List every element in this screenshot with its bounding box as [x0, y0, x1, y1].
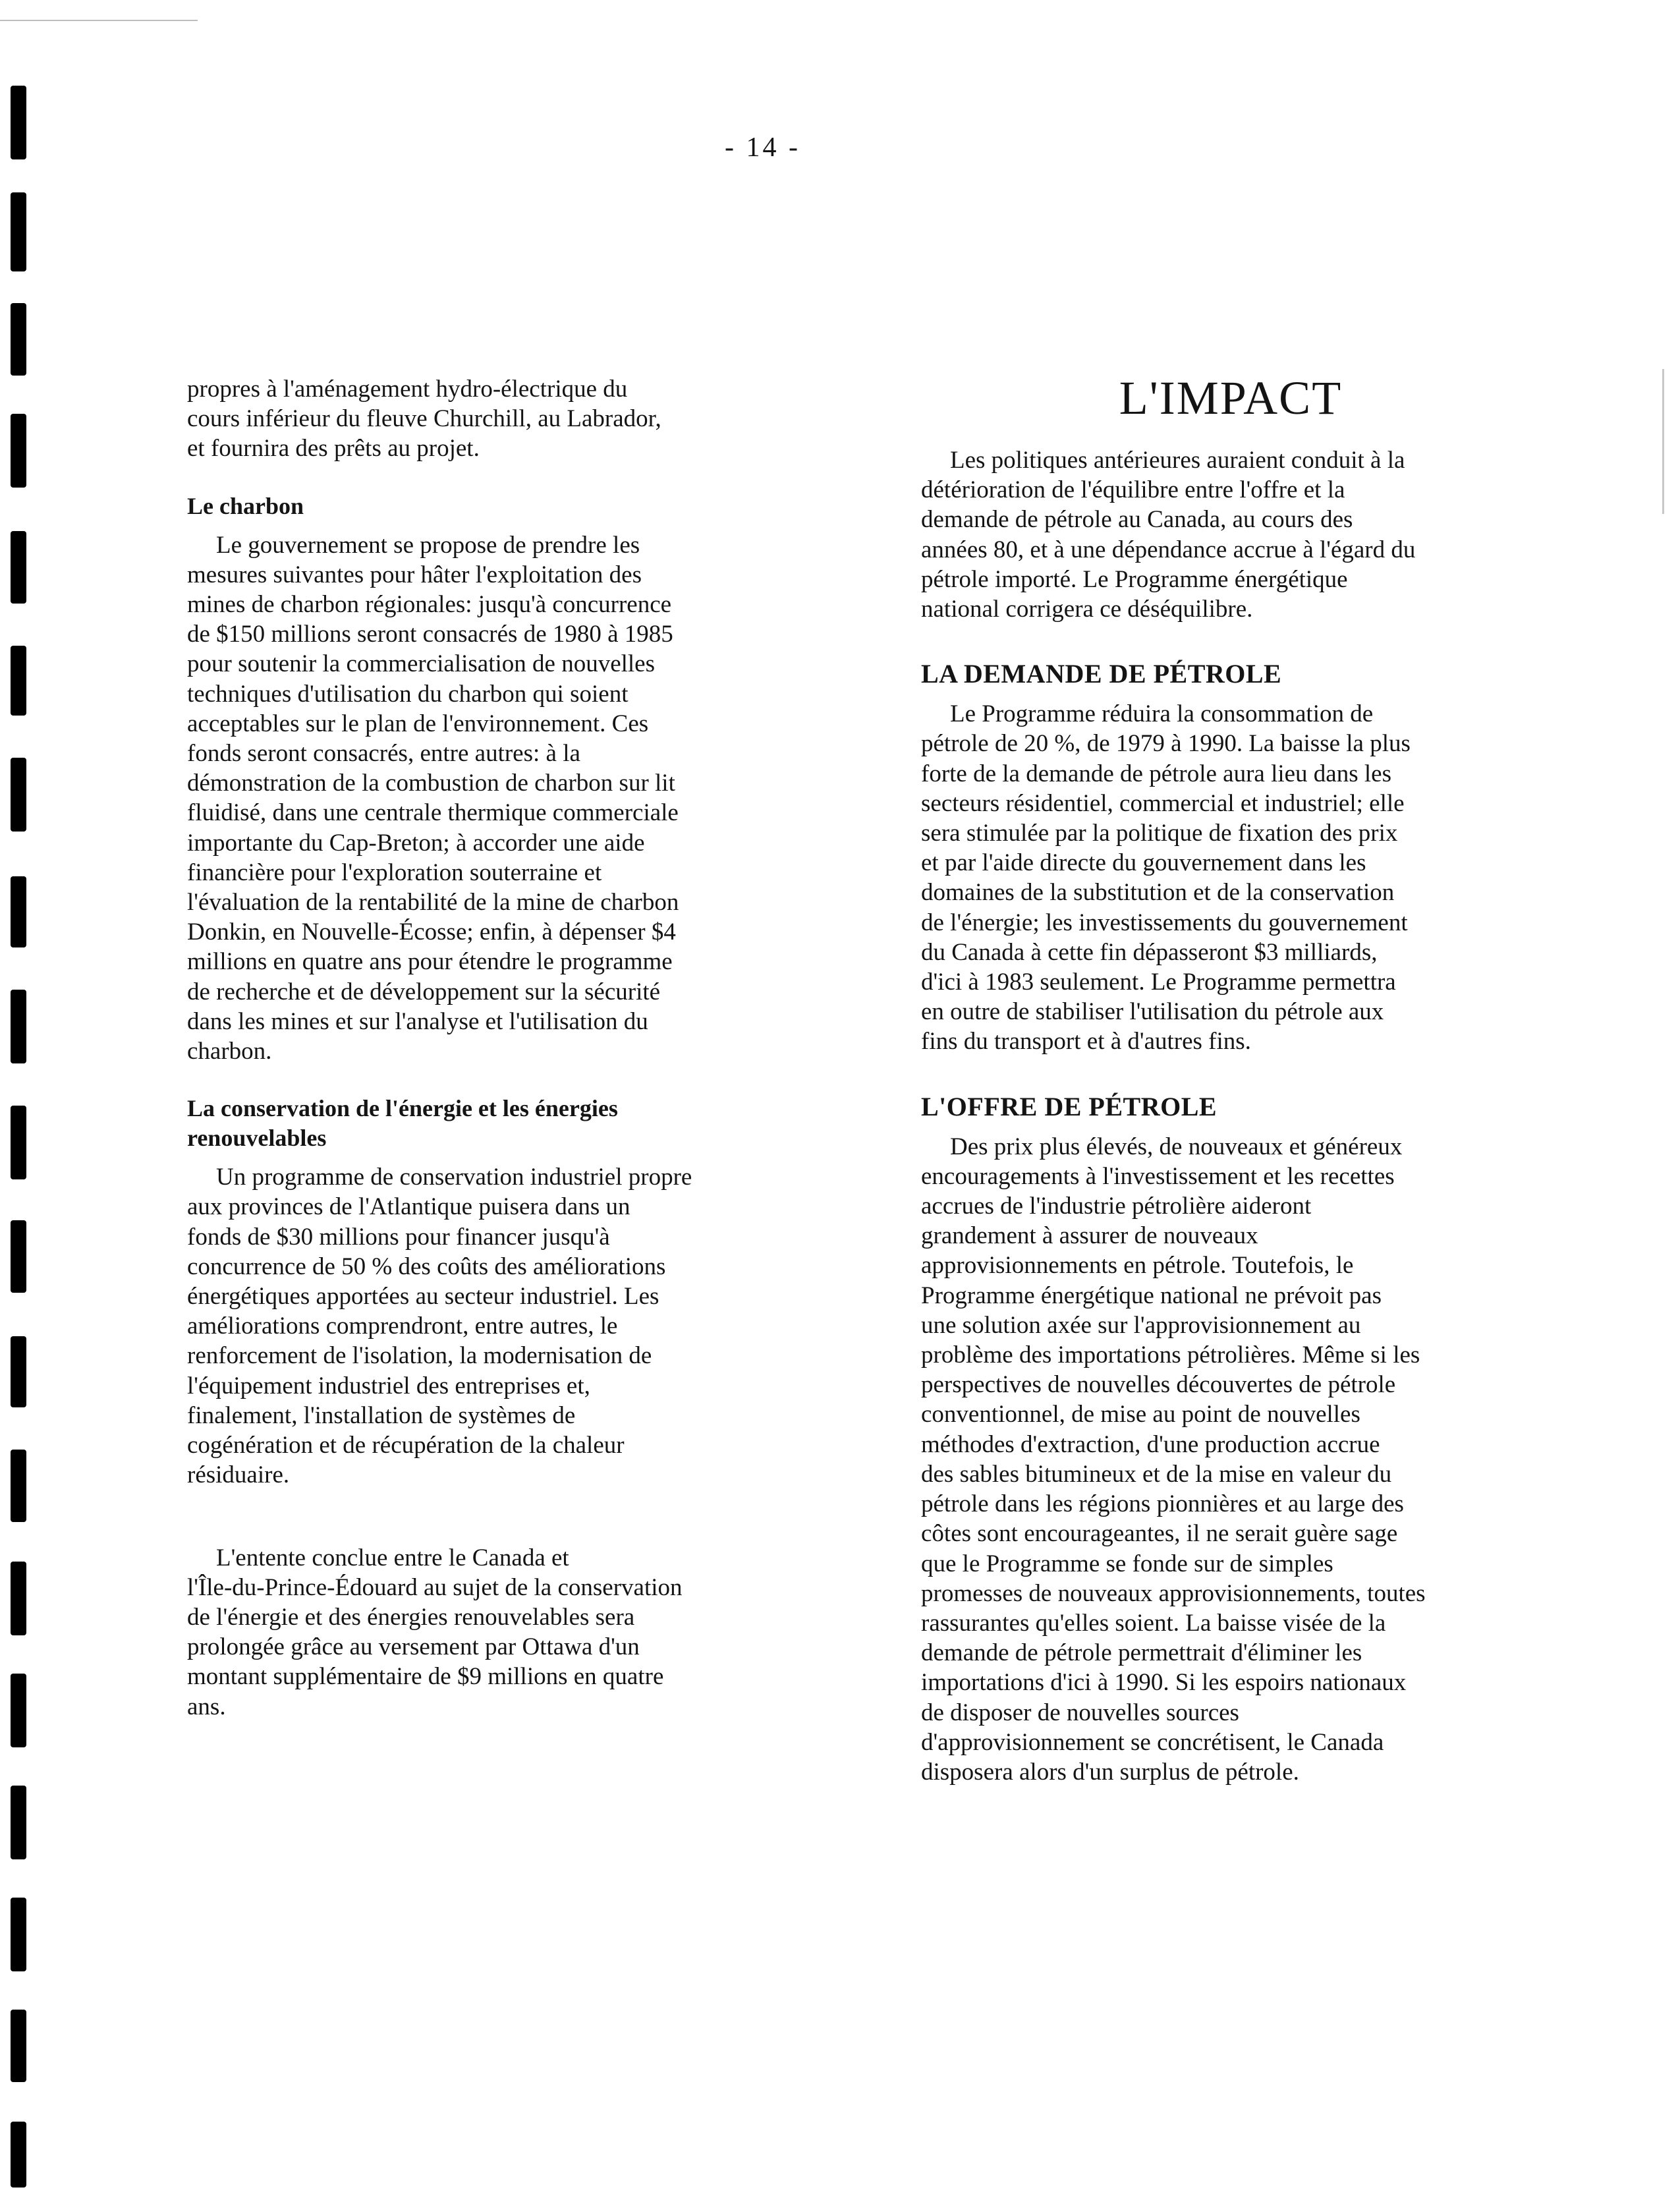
binding-mark: [11, 414, 26, 488]
binding-mark: [11, 2122, 26, 2188]
conservation-paragraph-2: L'entente conclue entre le Canada et l'Île-du-Prince-Édouard au sujet de la conservation de l'énergie et des énergies renouvelables sera prolongée grâce au versement par Ottawa d'un montant supplémentaire de $9 millions en quatre ans.: [187, 1544, 683, 1720]
binding-mark: [11, 1450, 26, 1522]
binding-mark: [11, 1336, 26, 1407]
binding-mark: [11, 1562, 26, 1635]
section-title: L'IMPACT: [1119, 372, 1343, 424]
binding-mark: [11, 531, 26, 604]
demand-paragraph: Le Programme réduira la consommation de pétrole de 20 %, de 1979 à 1990. La baisse la plus forte de la demande de pétrole aura lieu dans les secteurs résidentiel, commercial et industriel; elle sera stimulée par la politique de fixation des prix et par l'aide directe du gouvernement dans les domaines de la substitution et de la conservation de l'énergie; les investissements du gouvernement du Canada à cette fin dépasseront $3 milliards, d'ici à 1983 seulement. Le Programme permettra en outre de stabiliser l'utilisation du pétrole aux fins du transport et à d'autres fins.: [921, 700, 1411, 1056]
supply-heading: L'OFFRE DE PÉTROLE: [921, 1091, 1218, 1121]
left-column: [187, 374, 773, 1722]
binding-marks: [4, 0, 30, 2202]
page-number: - 14 -: [725, 132, 800, 163]
binding-mark: [11, 990, 26, 1063]
scan-edge-shadow: [1662, 369, 1664, 514]
coal-heading: Le charbon: [187, 492, 304, 519]
binding-mark: [11, 2010, 26, 2082]
binding-mark: [11, 1786, 26, 1859]
binding-mark: [11, 646, 26, 716]
binding-mark: [11, 758, 26, 832]
binding-mark: [11, 1674, 26, 1747]
supply-paragraph: Des prix plus élevés, de nouveaux et généreux encouragements à l'investissement et les recettes accrues de l'industrie pétrolière aideront grandement à assurer de nouveaux approvisionnements en pétrole. Toutefois, le Programme énergétique national ne prévoit pas une solution axée sur l'approvisionnement au problème des importations pétrolières. Même si les perspectives de nouvelles découvertes de pétrole conventionnel, de mise au point de nouvelles méthodes d'extraction, d'une production accrue des sables bitumineux et de la mise en valeur du pétrole dans les régions pionnières et au large des côtes sont encourageantes, il ne serait guère sage que le Programme se fonde sur de simples promesses de nouveaux approvisionnements, toutes rassurantes qu'elles soient. La baisse visée de la demande de pétrole permettrait d'éliminer les importations d'ici à 1990. Si les espoirs nationaux de disposer de nouvelles sources d'approvisionnement se concrétisent, le Canada disposera alors d'un surplus de pétrole.: [921, 1133, 1426, 1786]
binding-mark: [11, 1220, 26, 1293]
binding-mark: [11, 876, 26, 947]
demand-heading: LA DEMANDE DE PÉTROLE: [921, 659, 1282, 689]
binding-mark: [11, 192, 26, 271]
binding-mark: [11, 303, 26, 376]
binding-mark: [11, 1898, 26, 1971]
binding-mark: [11, 86, 26, 159]
conservation-paragraph-1: Un programme de conservation industriel propre aux provinces de l'Atlantique puisera dans un fonds de $30 millions pour financer jusqu'à concurrence de 50 % des coûts des améliorations énergétiques apportées au secteur industriel. Les améliorations comprendront, entre autres, le renforcement de l'isolation, la modernisation de l'équipement industriel des entreprises et, finalement, l'installation de systèmes de cogénération et de récupération de la chaleur résiduaire.: [187, 1164, 692, 1489]
intro-paragraph: propres à l'aménagement hydro-électrique du cours inférieur du fleuve Churchill, au Labrador, et fournira des prêts au projet.: [187, 376, 661, 463]
coal-paragraph: Le gouvernement se propose de prendre les mesures suivantes pour hâter l'exploitation des mines de charbon régionales: jusqu'à concurrence de $150 millions seront consacrés de 1980 à 1985 pour soutenir la commercialisation de nouvelles techniques d'utilisation du charbon qui soient acceptables sur le plan de l'environnement. Ces fonds seront consacrés, entre autres: à la démonstration de la combustion de charbon sur lit fluidisé, dans une centrale thermique commerciale importante du Cap-Breton; à accorder une aide financière pour l'exploration souterraine et l'évaluation de la rentabilité de la mine de charbon Donkin, en Nouvelle-Écosse; enfin, à dépenser $4 millions en quatre ans pour étendre le programme de recherche et de développement sur la sécurité dans les mines et sur l'analyse et l'utilisation du charbon.: [187, 531, 679, 1065]
conservation-heading: La conservation de l'énergie et les énergies renouvelables: [187, 1095, 618, 1152]
binding-mark: [11, 1106, 26, 1179]
right-column: [921, 370, 1514, 1787]
impact-paragraph: Les politiques antérieures auraient conduit à la détérioration de l'équilibre entre l'offre et la demande de pétrole au Canada, au cours des années 80, et à une dépendance accrue à l'égard du pétrole importé. Le Programme énergétique national corrigera ce déséquilibre.: [921, 447, 1416, 623]
